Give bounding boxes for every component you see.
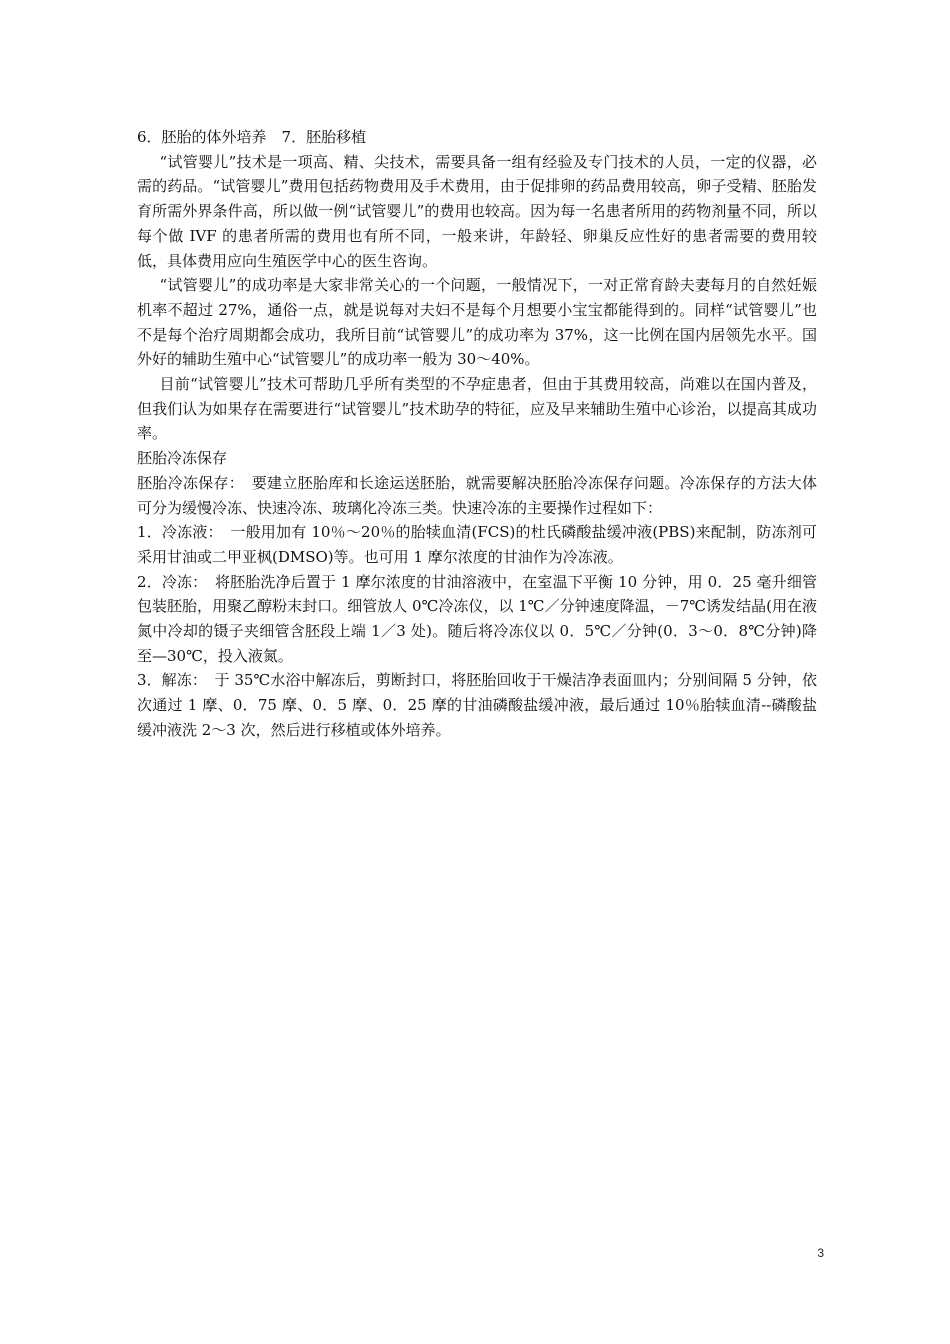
section-title: 胚胎冷冻保存: [137, 449, 228, 468]
steps-heading: 6．胚胎的体外培养 7．胚胎移植: [137, 128, 367, 146]
cost-paragraph: “试管婴儿”技术是一项高、精、尖技术，需要具备一组有经验及专门技术的人员，一定的仪器，必需的药品。“试管婴儿”费用包括药物费用及手术费用，由于促排卵的药品费用较高，卵子受精、胚胎发育所需外界条件高，所以做一例“试管婴儿”的费用也较高。因为每一名患者所用的药物剂量不同，所以每个做 IVF 的患者所需的费用也有所不同，一般来讲，年龄轻、卵巢反应性好的患者需要的费用较低，具体费用应向生殖医学中心的医生咨询。: [137, 152, 817, 270]
freezing-intro-paragraph: 胚胎冷冻保存： 要建立胚胎库和长途运送胚胎，就需要解决胚胎冷冻保存问题。冷冻保存的方法大体可分为缓慢冷冻、快速冷冻、玻璃化冷冻三类。快速冷冻的主要操作过程如下：: [137, 473, 817, 517]
current-status-paragraph: 目前“试管婴儿”技术可帮助几乎所有类型的不孕症患者，但由于其费用较高，尚难以在国内普及，但我们认为如果存在需要进行“试管婴儿”技术助孕的特征，应及早来辅助生殖中心诊治，以提高其成功率。: [137, 375, 817, 443]
step-freezing: 2．冷冻： 将胚胎洗净后置于 1 摩尔浓度的甘油溶液中，在室温下平衡 10 分钟，用 0．25 毫升细管包装胚胎，用聚乙醇粉末封口。细管放人 0℃冷冻仪，以 1℃／分钟速度降温，－7℃诱发结晶(用在液氮中冷却的镊子夹细管含胚段上端 1／3 处)。随后将冷冻仪以 0．5℃／分钟(0．3～0．8℃分钟)降至—30℃，投入液氮。: [137, 572, 817, 665]
success-rate-paragraph: “试管婴儿”的成功率是大家非常关心的一个问题，一般情况下，一对正常育龄夫妻每月的自然妊娠机率不超过 27%，通俗一点，就是说每对夫妇不是每个月想要小宝宝都能得到的。同样“试管婴儿”也不是每个治疗周期都会成功，我所目前“试管婴儿”的成功率为 37%，这一比例在国内居领先水平。国外好的辅助生殖中心“试管婴儿”的成功率一般为 30～40%。: [137, 276, 817, 369]
document-body: [137, 125, 817, 743]
step-freezing-solution: 1．冷冻液： 一般用加有 10％～20％的胎犊血清(FCS)的杜氏磷酸盐缓冲液(PBS)来配制，防冻剂可采用甘油或二甲亚枫(DMSO)等。也可用 1 摩尔浓度的甘油作为冷冻液。: [137, 523, 817, 566]
step-thawing: 3．解冻： 于 35℃水浴中解冻后，剪断封口，将胚胎回收于干燥洁净表面皿内；分别间隔 5 分钟，依次通过 1 摩、0．75 摩、0．5 摩、0．25 摩的甘油磷酸盐缓冲液，最后通过 10％胎犊血清--磷酸盐缓冲液洗 2～3 次，然后进行移植或体外培养。: [137, 671, 817, 739]
page-number: 3: [817, 1246, 824, 1260]
